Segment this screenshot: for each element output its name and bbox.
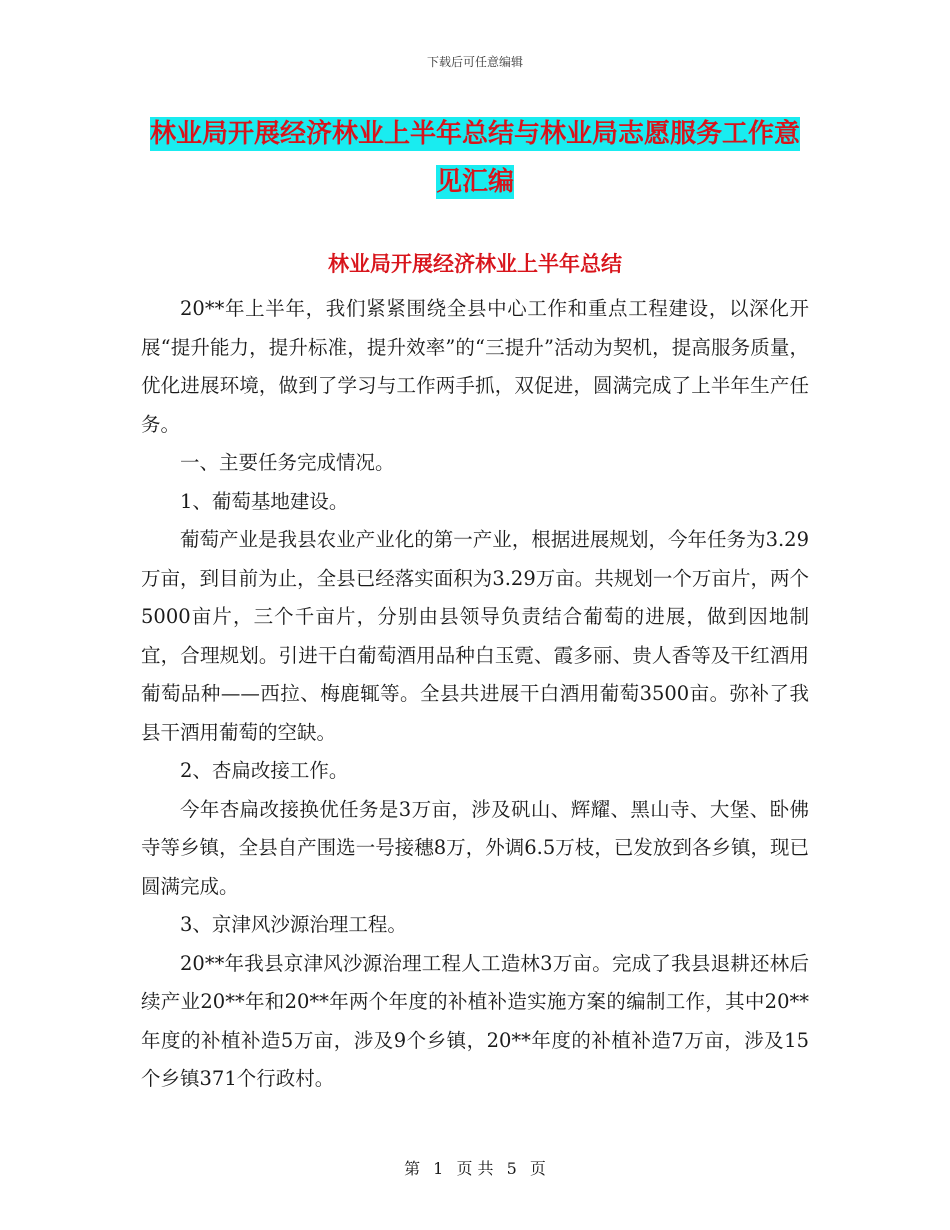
document-body — [141, 290, 809, 1099]
paragraph: 2、杏扁改接工作。 — [180, 759, 349, 782]
section-title: 林业局开展经济林业上半年总结 — [328, 252, 622, 276]
page-label-mid: 页 共 — [456, 1159, 494, 1178]
page-footer — [0, 1156, 950, 1179]
page-number: 1 — [433, 1159, 444, 1178]
page-label-prefix: 第 — [404, 1159, 421, 1178]
paragraph: 今年杏扁改接换优任务是3万亩，涉及矾山、辉耀、黑山寺、大堡、卧佛寺等乡镇，全县自产围选一号接穗8万，外调6.5万枝，已发放到各乡镇，现已圆满完成。 — [141, 797, 809, 898]
paragraph: 1、葡萄基地建设。 — [180, 489, 349, 513]
document-title-text: 林业局开展经济林业上半年总结与林业局志愿服务工作意见汇编 — [149, 119, 800, 197]
document-title — [140, 110, 810, 206]
paragraph: 20**年我县京津风沙源治理工程人工造林3万亩。完成了我县退耕还林后续产业20**年和20**年两个年度的补植补造实施方案的编制工作，其中20**年度的补植补造5万亩，涉及9个乡镇，20**年度的补植补造7万亩，涉及15个乡镇371个行政村。 — [141, 951, 809, 1090]
paragraph: 3、京津风沙源治理工程。 — [180, 913, 407, 936]
total-pages: 5 — [506, 1159, 517, 1178]
paragraph: 葡萄产业是我县农业产业化的第一产业，根据进展规划，今年任务为3.29万亩，到目前为止，全县已经落实面积为3.29万亩。共规划一个万亩片，两个5000亩片，三个千亩片，分别由县领导负责结合葡萄的进展，做到因地制宜，合理规划。引进干白葡萄酒用品种白玉霓、霞多丽、贵人香等及干红酒用葡萄品种——西拉、梅鹿辄等。全县共进展干白酒用葡萄3500亩。弥补了我县干酒用葡萄的空缺。 — [141, 528, 809, 744]
paragraph: 20**年上半年，我们紧紧围绕全县中心工作和重点工程建设，以深化开展“提升能力，提升标准，提升效率”的“三提升”活动为契机，提高服务质量，优化进展环境，做到了学习与工作两手抓，双促进，圆满完成了上半年生产任务。 — [141, 297, 809, 436]
header-note: 下载后可任意编辑 — [426, 55, 523, 69]
page-label-suffix: 页 — [529, 1159, 546, 1178]
paragraph: 一、主要任务完成情况。 — [180, 451, 395, 474]
